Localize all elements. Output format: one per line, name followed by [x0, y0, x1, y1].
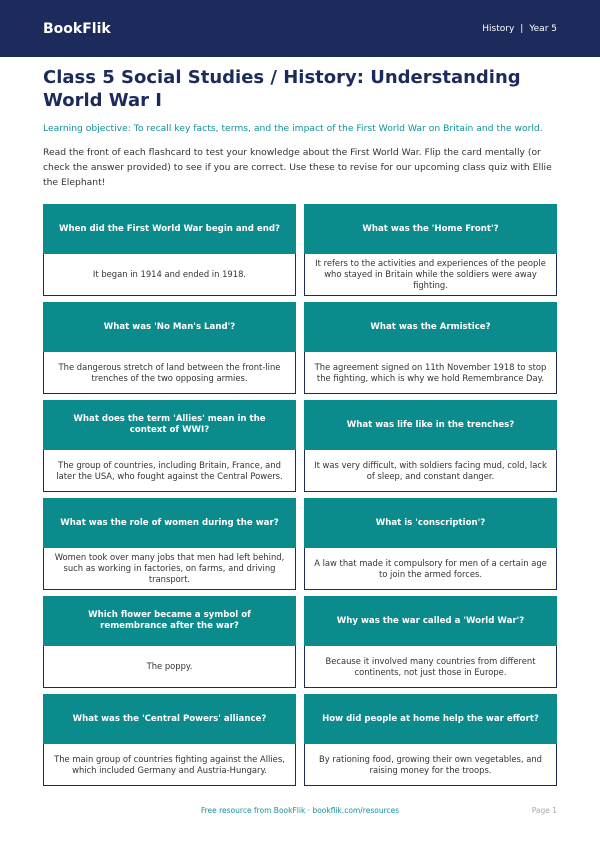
flashcard-question: What was the role of women during the war? — [43, 498, 296, 548]
page-footer — [0, 806, 600, 820]
flashcard-question: How did people at home help the war effort? — [304, 694, 557, 744]
flashcard[interactable] — [43, 498, 296, 590]
flashcard[interactable] — [43, 204, 296, 296]
flashcard-question: What was life like in the trenches? — [304, 400, 557, 450]
flashcard-answer: The agreement signed on 11th November 1918 to stop the fighting, which is why we hold Remembrance Day. — [304, 352, 557, 394]
flashcard[interactable] — [43, 596, 296, 688]
flashcard[interactable] — [304, 302, 557, 394]
flashcard-answer: Women took over many jobs that men had left behind, such as working in factories, on farms, and driving transport. — [43, 548, 296, 590]
flashcard-answer: Because it involved many countries from different continents, not just those in Europe. — [304, 646, 557, 688]
breadcrumb — [482, 24, 557, 34]
flashcard-answer: The group of countries, including Britain, France, and later the USA, who fought against the Central Powers. — [43, 450, 296, 492]
page-title: Class 5 Social Studies / History: Understanding World War I — [43, 67, 521, 111]
flashcard-answer: The poppy. — [43, 646, 296, 688]
page-number: Page 1 — [531, 806, 557, 815]
flashcard-question: What was 'No Man's Land'? — [43, 302, 296, 352]
breadcrumb-separator: | — [520, 23, 524, 34]
breadcrumb-subject[interactable]: History — [482, 23, 515, 34]
flashcard-question: What was the Armistice? — [304, 302, 557, 352]
flashcard[interactable] — [43, 302, 296, 394]
flashcard[interactable] — [43, 694, 296, 786]
intro-text: Read the front of each flashcard to test your knowledge about the First World War. Flip the card mentally (or check the answer provided) to see if you are correct. Use these to revise for our upcoming class quiz with Ellie the Elephant! — [43, 147, 552, 188]
footer-credit[interactable]: Free resource from BookFlik · bookflik.com/resources — [200, 806, 400, 815]
flashcard[interactable] — [304, 596, 557, 688]
flashcard[interactable] — [304, 694, 557, 786]
flashcard-answer: It refers to the activities and experiences of the people who stayed in Britain while the soldiers were away fighting. — [304, 254, 557, 296]
flashcard-answer: The dangerous stretch of land between the front-line trenches of the two opposing armies. — [43, 352, 296, 394]
page-header — [0, 0, 600, 57]
flashcard-question: What does the term 'Allies' mean in the context of WWI? — [43, 400, 296, 450]
learning-objective: Learning objective: To recall key facts, terms, and the impact of the First World War on Britain and the world. — [43, 123, 543, 134]
flashcard-question: When did the First World War begin and end? — [43, 204, 296, 254]
breadcrumb-year[interactable]: Year 5 — [529, 23, 557, 34]
flashcard-answer: It began in 1914 and ended in 1918. — [43, 254, 296, 296]
flashcard[interactable] — [43, 400, 296, 492]
flashcard[interactable] — [304, 204, 557, 296]
brand-logo[interactable]: BookFlik — [43, 20, 111, 37]
flashcard-answer: It was very difficult, with soldiers facing mud, cold, lack of sleep, and constant danger. — [304, 450, 557, 492]
flashcard-answer: A law that made it compulsory for men of a certain age to join the armed forces. — [304, 548, 557, 590]
flashcard-question: What was the 'Central Powers' alliance? — [43, 694, 296, 744]
flashcard-answer: By rationing food, growing their own vegetables, and raising money for the troops. — [304, 744, 557, 786]
flashcard-question: What was the 'Home Front'? — [304, 204, 557, 254]
flashcard-answer: The main group of countries fighting against the Allies, which included Germany and Austria-Hungary. — [43, 744, 296, 786]
flashcard-question: Which flower became a symbol of remembrance after the war? — [43, 596, 296, 646]
flashcard[interactable] — [304, 498, 557, 590]
flashcard-question: Why was the war called a 'World War'? — [304, 596, 557, 646]
flashcard-question: What is 'conscription'? — [304, 498, 557, 548]
flashcard[interactable] — [304, 400, 557, 492]
